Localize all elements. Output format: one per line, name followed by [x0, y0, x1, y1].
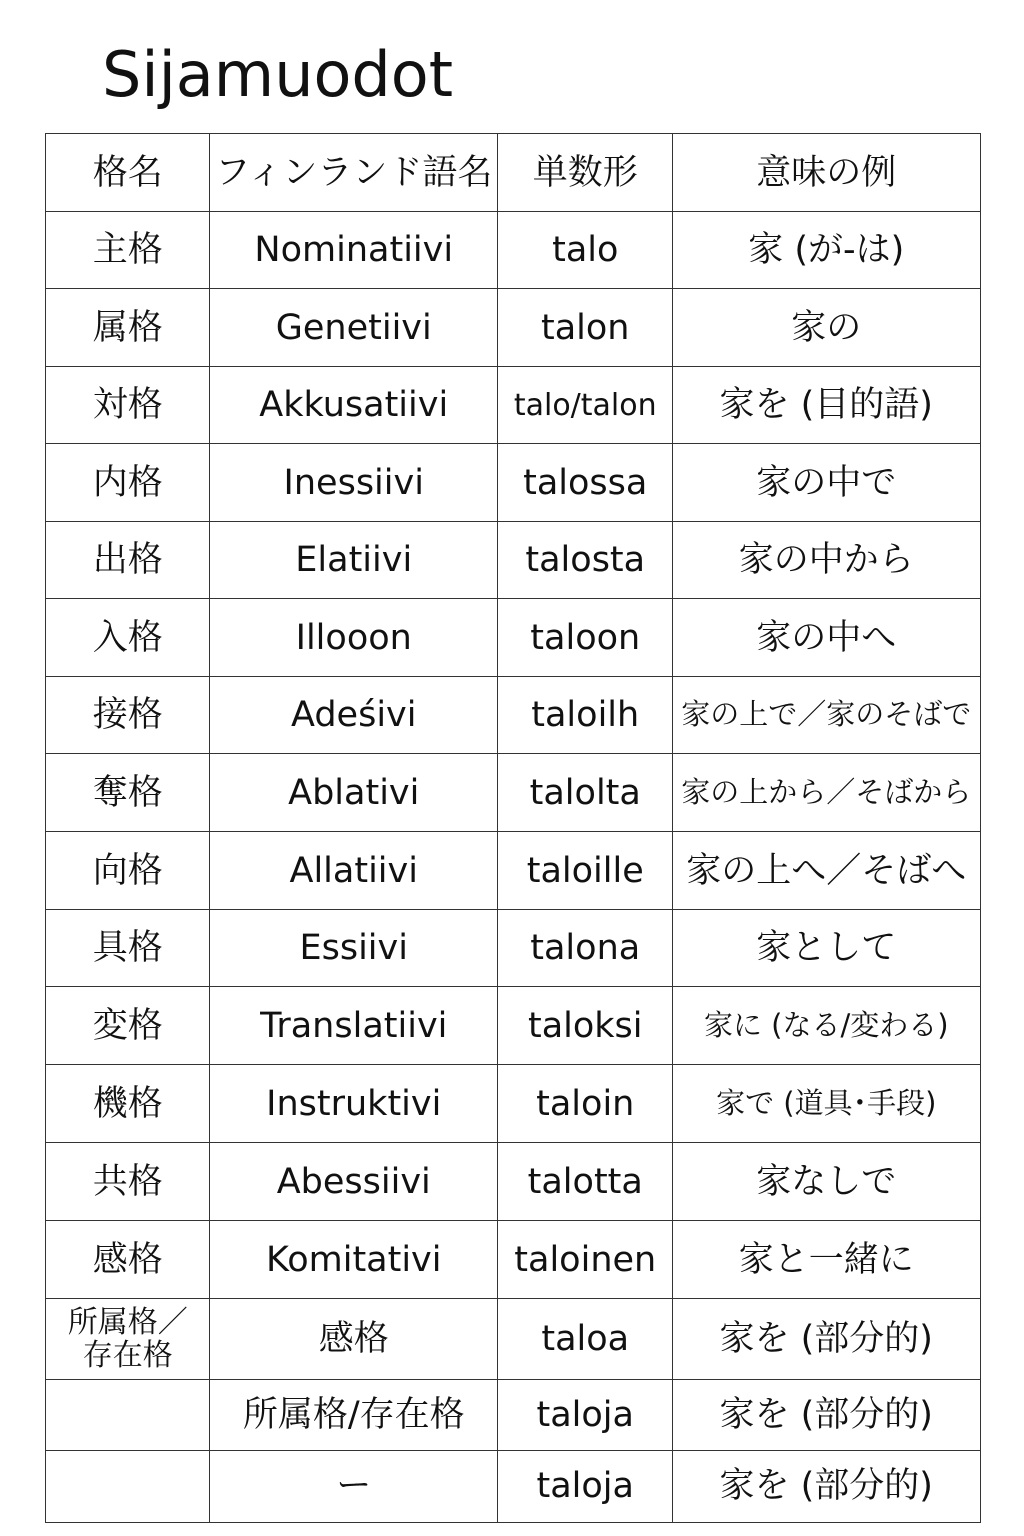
cell-case-name: 属格 [45, 288, 211, 368]
cell-case-name: 主格 [45, 211, 211, 290]
cell-finnish-name: Adeśivi [209, 676, 499, 755]
cell-meaning-example: 家と一緒に [672, 1220, 981, 1300]
header-meaning-example: 意味の例 [672, 133, 981, 213]
cell-singular-form: taloilh [497, 676, 674, 755]
cell-singular-form: talo/talon [497, 366, 674, 445]
cell-case-name: 内格 [45, 443, 211, 523]
cell-finnish-name: Komitativi [209, 1220, 499, 1300]
cell-singular-form: taloinen [497, 1220, 674, 1300]
cell-singular-form: taloja [497, 1450, 674, 1523]
cell-meaning-example: 家なしで [672, 1142, 981, 1222]
cell-case-name: 変格 [45, 986, 211, 1066]
cell-case-name: 共格 [45, 1142, 211, 1222]
cell-case-name [45, 1450, 211, 1523]
header-singular-form: 単数形 [497, 133, 674, 213]
cell-finnish-name: Akkusatiivi [209, 366, 499, 445]
cell-finnish-name: 感格 [209, 1298, 499, 1381]
cell-singular-form: talossa [497, 443, 674, 523]
cell-finnish-name: Instruktivi [209, 1064, 499, 1144]
cell-meaning-example: 家を (部分的) [672, 1298, 981, 1381]
cell-case-name: 対格 [45, 366, 211, 445]
cell-meaning-example: 家として [672, 909, 981, 988]
cell-singular-form: taloa [497, 1298, 674, 1381]
header-case-name: 格名 [45, 133, 211, 213]
cell-meaning-example: 家の上から／そばから [672, 753, 981, 833]
cell-meaning-example: 家の [672, 288, 981, 368]
cell-meaning-example: 家 (が-は) [672, 211, 981, 290]
cell-singular-form: talosta [497, 521, 674, 600]
cell-singular-form: talotta [497, 1142, 674, 1222]
cell-finnish-name: Ablativi [209, 753, 499, 833]
cell-finnish-name: Abessiivi [209, 1142, 499, 1222]
cell-finnish-name: Allatiivi [209, 831, 499, 911]
cell-meaning-example: 家の中から [672, 521, 981, 600]
cell-meaning-example: 家の上へ／そばへ [672, 831, 981, 911]
cell-singular-form: taloille [497, 831, 674, 911]
cell-meaning-example: 家を (目的語) [672, 366, 981, 445]
cell-finnish-name: Translatiivi [209, 986, 499, 1066]
cell-meaning-example: 家で (道具･手段) [672, 1064, 981, 1144]
cell-case-name: 具格 [45, 909, 211, 988]
cell-singular-form: taloon [497, 598, 674, 678]
cell-finnish-name: Genetiivi [209, 288, 499, 368]
cell-finnish-name: 所属格/存在格 [209, 1379, 499, 1452]
cell-case-name: 向格 [45, 831, 211, 911]
page-title: Sijamuodot [102, 38, 454, 111]
cell-singular-form: taloja [497, 1379, 674, 1452]
cell-meaning-example: 家の上で／家のそばで [672, 676, 981, 755]
cell-case-name: 入格 [45, 598, 211, 678]
cell-finnish-name: Inessiivi [209, 443, 499, 523]
cell-meaning-example: 家の中で [672, 443, 981, 523]
cell-singular-form: taloin [497, 1064, 674, 1144]
cell-case-name: 奪格 [45, 753, 211, 833]
cell-case-name: 接格 [45, 676, 211, 755]
cell-singular-form: taloksi [497, 986, 674, 1066]
cell-case-name: 機格 [45, 1064, 211, 1144]
cell-case-name [45, 1298, 211, 1381]
cell-finnish-name: Elatiivi [209, 521, 499, 600]
cell-finnish-name: Nominatiivi [209, 211, 499, 290]
header-finnish-name: フィンランド語名 [209, 133, 499, 213]
cell-case-name [45, 1379, 211, 1452]
cell-singular-form: talolta [497, 753, 674, 833]
cell-finnish-name: Essiivi [209, 909, 499, 988]
cell-finnish-name: ー [209, 1450, 499, 1523]
cell-case-name: 感格 [45, 1220, 211, 1300]
cell-meaning-example: 家を (部分的) [672, 1379, 981, 1452]
cell-singular-form: talon [497, 288, 674, 368]
cell-finnish-name: Illooon [209, 598, 499, 678]
cell-singular-form: talo [497, 211, 674, 290]
cell-text: 所属格／ 存在格 [67, 1305, 188, 1374]
cell-case-name: 出格 [45, 521, 211, 600]
cell-meaning-example: 家の中へ [672, 598, 981, 678]
cell-singular-form: talona [497, 909, 674, 988]
cell-meaning-example: 家を (部分的) [672, 1450, 981, 1523]
cell-meaning-example: 家に (なる/変わる) [672, 986, 981, 1066]
